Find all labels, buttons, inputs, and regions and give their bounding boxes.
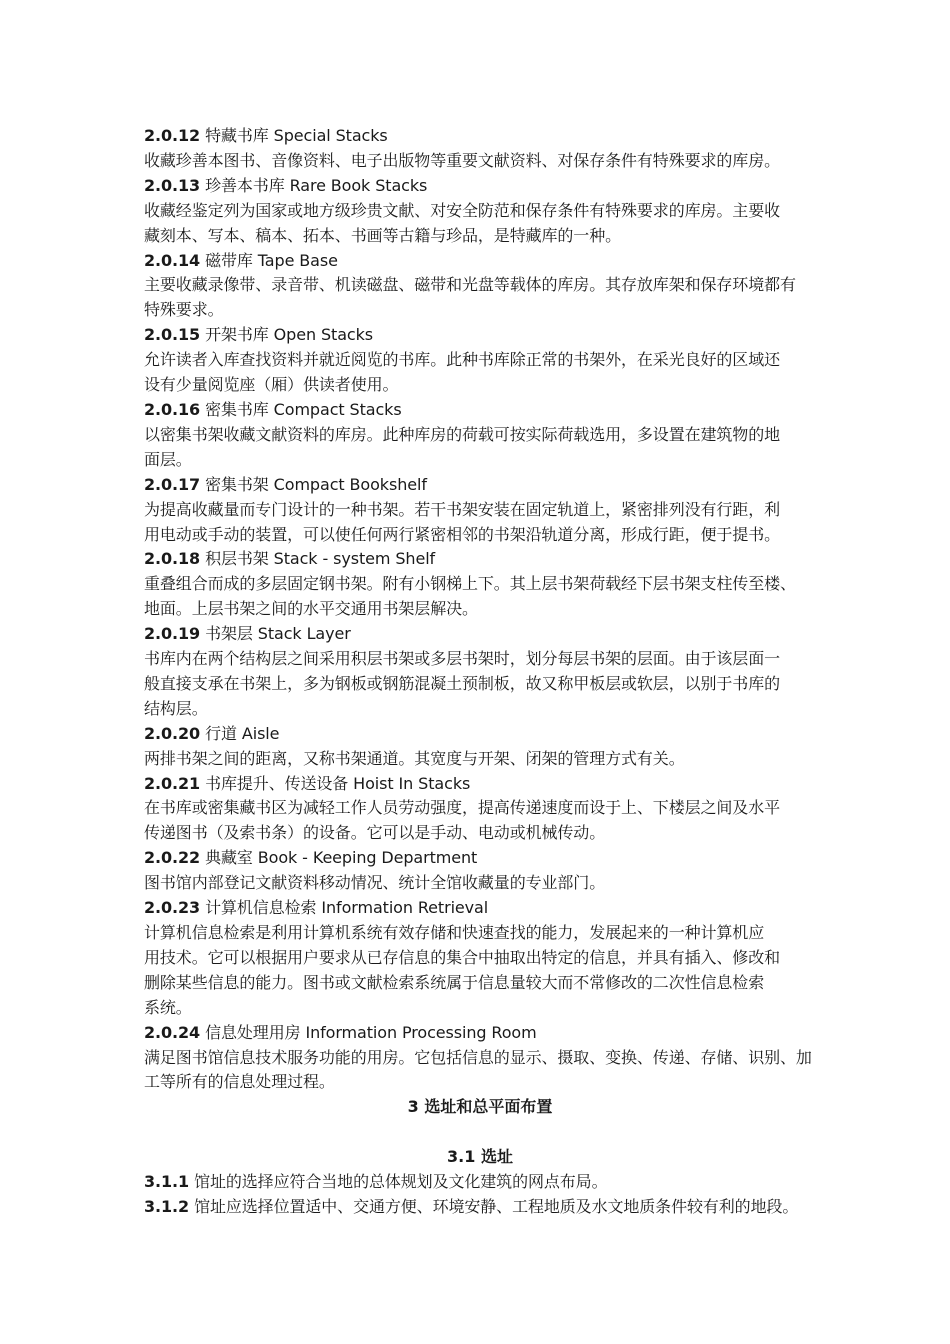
definition-line: 删除某些信息的能力。图书或文献检索系统属于信息量较大而不常修改的二次性信息检索 (144, 972, 765, 992)
term-heading (144, 547, 816, 572)
chapter-heading: 3 选址和总平面布置 (407, 1097, 553, 1117)
section-heading: 3.1 选址 (447, 1147, 513, 1167)
definition-line: 般直接支承在书架上，多为钢板或钢筋混凝土预制板，故又称甲板层或软层，以别于书库的 (144, 673, 781, 693)
definition-line: 计算机信息检索是利用计算机系统有效存储和快速查找的能力，发展起来的一种计算机应 (144, 923, 765, 942)
definition-line: 重叠组合而成的多层固定钢书架。附有小钢梯上下。其上层书架荷载经下层书架支柱传至楼、 (144, 574, 796, 594)
definition-line: 两排书架之间的距离，又称书架通道。其宽度与开架、闭架的管理方式有关。 (144, 748, 685, 768)
term-heading (144, 323, 816, 348)
term-title: 积层书架 Stack - system Shelf (205, 549, 436, 569)
term-number: 2.0.18 (144, 549, 201, 569)
term-heading (144, 174, 816, 199)
term-title: 信息处理用房 Information Processing Room (205, 1022, 537, 1042)
term-title: 磁带库 Tape Base (205, 250, 338, 270)
term-heading (144, 398, 816, 423)
term-number: 2.0.24 (144, 1022, 201, 1042)
definition-line: 结构层。 (144, 698, 208, 718)
term-definitions (144, 124, 816, 1095)
clause (144, 1170, 816, 1195)
definition-line: 在书库或密集藏书区为减轻工作人员劳动强度，提高传递速度而设于上、下楼层之间及水平 (144, 798, 781, 818)
term-number: 2.0.17 (144, 474, 201, 494)
definition-line: 面层。 (144, 449, 192, 469)
clause (144, 1195, 816, 1220)
term-number: 2.0.12 (144, 126, 201, 145)
spacer (144, 1120, 816, 1145)
clause-number: 3.1.2 (144, 1196, 190, 1216)
term-number: 2.0.22 (144, 848, 201, 868)
definition-line: 特殊要求。 (144, 300, 224, 320)
term-heading (144, 896, 816, 921)
term-number: 2.0.20 (144, 723, 201, 743)
definition-line: 图书馆内部登记文献资料移动情况、统计全馆收藏量的专业部门。 (144, 873, 606, 893)
definition-line: 工等所有的信息处理过程。 (144, 1072, 335, 1092)
definition-line: 为提高收藏量而专门设计的一种书架。若干书架安装在固定轨道上，紧密排列没有行距，利 (144, 499, 781, 519)
term-number: 2.0.19 (144, 624, 201, 644)
term-number: 2.0.15 (144, 325, 201, 345)
document-body (144, 124, 816, 1220)
definition-line: 以密集书架收藏文献资料的库房。此种库房的荷载可按实际荷载选用，多设置在建筑物的地 (144, 424, 781, 444)
term-number: 2.0.23 (144, 898, 201, 918)
definition-line: 主要收藏录像带、录音带、机读磁盘、磁带和光盘等载体的库房。其存放库架和保存环境都有 (144, 275, 796, 295)
term-title: 书架层 Stack Layer (205, 624, 351, 644)
definition-line: 允许读者入库查找资料并就近阅览的书库。此种书库除正常的书架外，在采光良好的区域还 (144, 350, 781, 370)
term-title: 密集书架 Compact Bookshelf (205, 474, 427, 494)
definition-line: 藏刻本、写本、稿本、拓本、书画等古籍与珍品，是特藏库的一种。 (144, 225, 622, 245)
definition-line: 用技术。它可以根据用户要求从已存信息的集合中抽取出特定的信息，并具有插入、修改和 (144, 947, 781, 967)
term-number: 2.0.16 (144, 399, 201, 419)
term-title: 行道 Aisle (205, 723, 280, 743)
clause-text: 馆址应选择位置适中、交通方便、环境安静、工程地质及水文地质条件较有利的地段。 (194, 1196, 799, 1216)
term-title: 书库提升、传送设备 Hoist In Stacks (205, 773, 471, 793)
term-heading (144, 473, 816, 498)
term-title: 珍善本书库 Rare Book Stacks (205, 175, 428, 195)
definition-line: 设有少量阅览座（厢）供读者使用。 (144, 375, 399, 395)
term-number: 2.0.21 (144, 773, 201, 793)
term-heading (144, 846, 816, 871)
definition-line: 地面。上层书架之间的水平交通用书架层解决。 (144, 599, 478, 619)
definition-line: 传递图书（及索书条）的设备。它可以是手动、电动或机械传动。 (144, 823, 606, 843)
term-heading (144, 622, 816, 647)
term-heading (144, 772, 816, 797)
clause-text: 馆址的选择应符合当地的总体规划及文化建筑的网点布局。 (194, 1172, 608, 1192)
definition-line: 用电动或手动的装置，可以使任何两行紧密相邻的书架沿轨道分离，形成行距，便于提书。 (144, 524, 781, 544)
definition-line: 系统。 (144, 997, 192, 1017)
term-heading (144, 249, 816, 274)
clause-number: 3.1.1 (144, 1172, 190, 1192)
definition-line: 收藏珍善本图书、音像资料、电子出版物等重要文献资料、对保存条件有特殊要求的库房。 (144, 150, 781, 170)
term-number: 2.0.13 (144, 175, 201, 195)
term-heading (144, 722, 816, 747)
definition-line: 书库内在两个结构层之间采用积层书架或多层书架时，划分每层书架的层面。由于该层面一 (144, 649, 781, 669)
term-heading (144, 124, 816, 149)
term-title: 开架书库 Open Stacks (205, 325, 374, 345)
term-title: 计算机信息检索 Information Retrieval (205, 898, 489, 918)
definition-line: 收藏经鉴定列为国家或地方级珍贵文献、对安全防范和保存条件有特殊要求的库房。主要收 (144, 200, 781, 220)
term-title: 特藏书库 Special Stacks (205, 126, 388, 145)
term-number: 2.0.14 (144, 250, 201, 270)
term-title: 典藏室 Book - Keeping Department (205, 848, 478, 868)
term-heading (144, 1021, 816, 1046)
term-title: 密集书库 Compact Stacks (205, 399, 402, 419)
clauses-list (144, 1170, 816, 1220)
definition-line: 满足图书馆信息技术服务功能的用房。它包括信息的显示、摄取、变换、传递、存储、识别、加 (144, 1047, 812, 1067)
